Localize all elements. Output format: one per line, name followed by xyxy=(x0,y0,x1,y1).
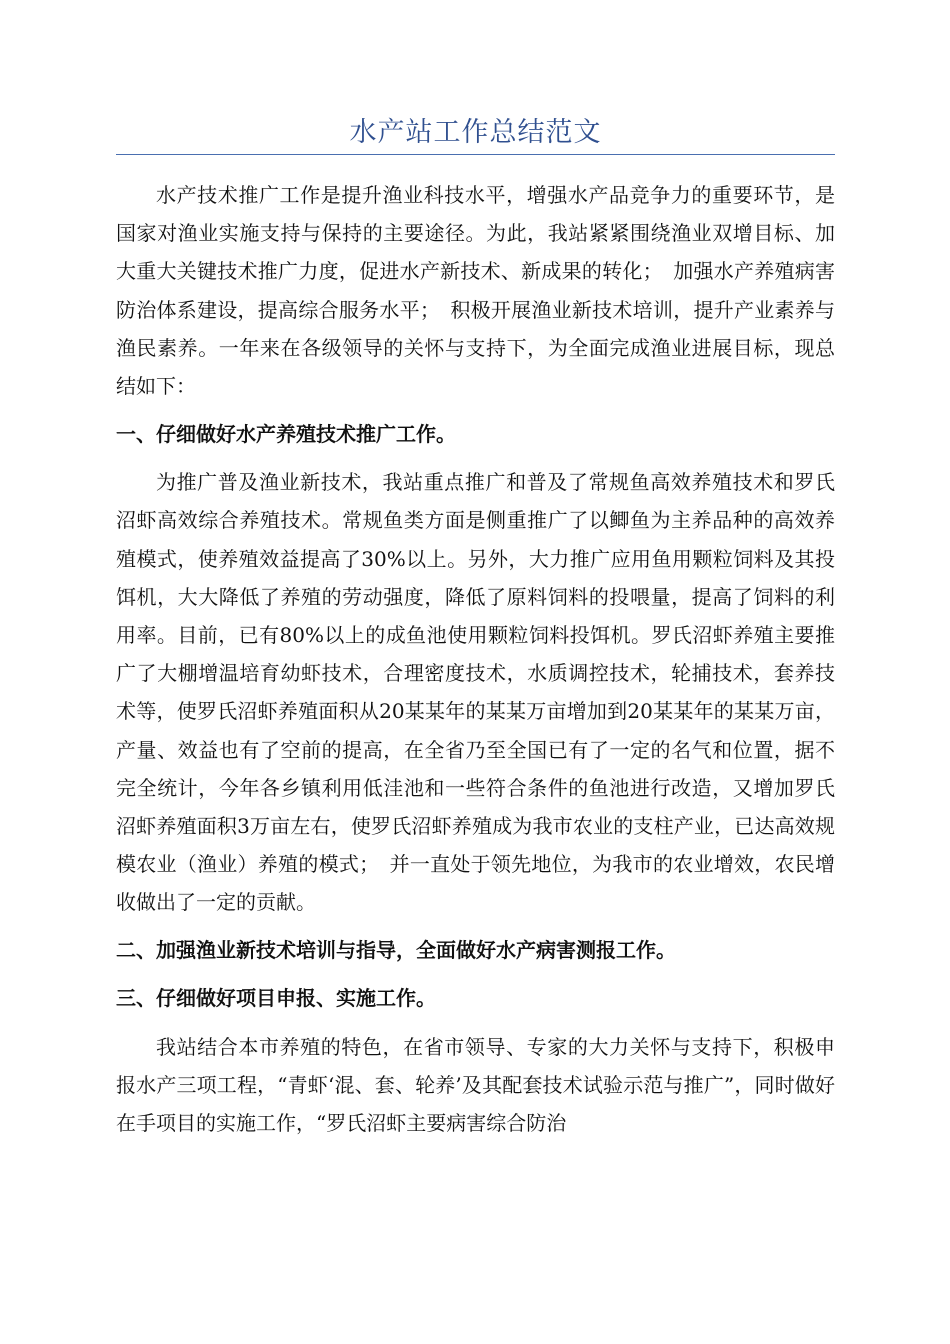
section-paragraph-3: 我站结合本市养殖的特色，在省市领导、专家的大力关怀与支持下，积极申报水产三项工程，“青虾‘混、套、轮养’及其配套技术试验示范与推广”，同时做好在手项目的实施工作，“罗氏沼虾主要病害综合防治 xyxy=(116,1034,835,1136)
document-title: 水产站工作总结范文 xyxy=(349,117,602,148)
section-heading-1: 一、仔细做好水产养殖技术推广工作。 xyxy=(116,422,456,447)
section-heading-2: 二、加强渔业新技术培训与指导，全面做好水产病害测报工作。 xyxy=(116,937,676,962)
intro-paragraph: 水产技术推广工作是提升渔业科技水平，增强水产品竞争力的重要环节，是国家对渔业实施支持与保持的主要途径。为此，我站紧紧围绕渔业双增目标、加大重大关键技术推广力度，促进水产新技术、新成果的转化； 加强水产养殖病害防治体系建设，提高综合服务水平； 积极开展渔业新技术培训，提升产业素养与渔民素养。一年来在各级领导的关怀与支持下，为全面完成渔业进展目标，现总结如下： xyxy=(116,183,835,399)
section-paragraph-1: 为推广普及渔业新技术，我站重点推广和普及了常规鱼高效养殖技术和罗氏沼虾高效综合养殖技术。常规鱼类方面是侧重推广了以鲫鱼为主养品种的高效养殖模式，使养殖效益提高了30%以上。另外，大力推广应用鱼用颗粒饲料及其投饵机，大大降低了养殖的劳动强度，降低了原料饲料的投喂量，提高了饲料的利用率。目前，已有80%以上的成鱼池使用颗粒饲料投饵机。罗氏沼虾养殖主要推广了大棚增温培育幼虾技术，合理密度技术，水质调控技术，轮捕技术，套养技术等，使罗氏沼虾养殖面积从20某某年的某某万亩增加到20某某年的某某万亩，产量、效益也有了空前的提高，在全省乃至全国已有了一定的名气和位置，据不完全统计，今年各乡镇利用低洼池和一些符合条件的鱼池进行改造，又增加罗氏沼虾养殖面积3万亩左右，使罗氏沼虾养殖成为我市农业的支柱产业，已达高效规模农业（渔业）养殖的模式； 并一直处于领先地位，为我市的农业增效，农民增收做出了一定的贡献。 xyxy=(116,470,835,915)
title-underline xyxy=(116,154,835,155)
document-body xyxy=(116,176,835,1142)
section-heading-3: 三、仔细做好项目申报、实施工作。 xyxy=(116,985,436,1010)
